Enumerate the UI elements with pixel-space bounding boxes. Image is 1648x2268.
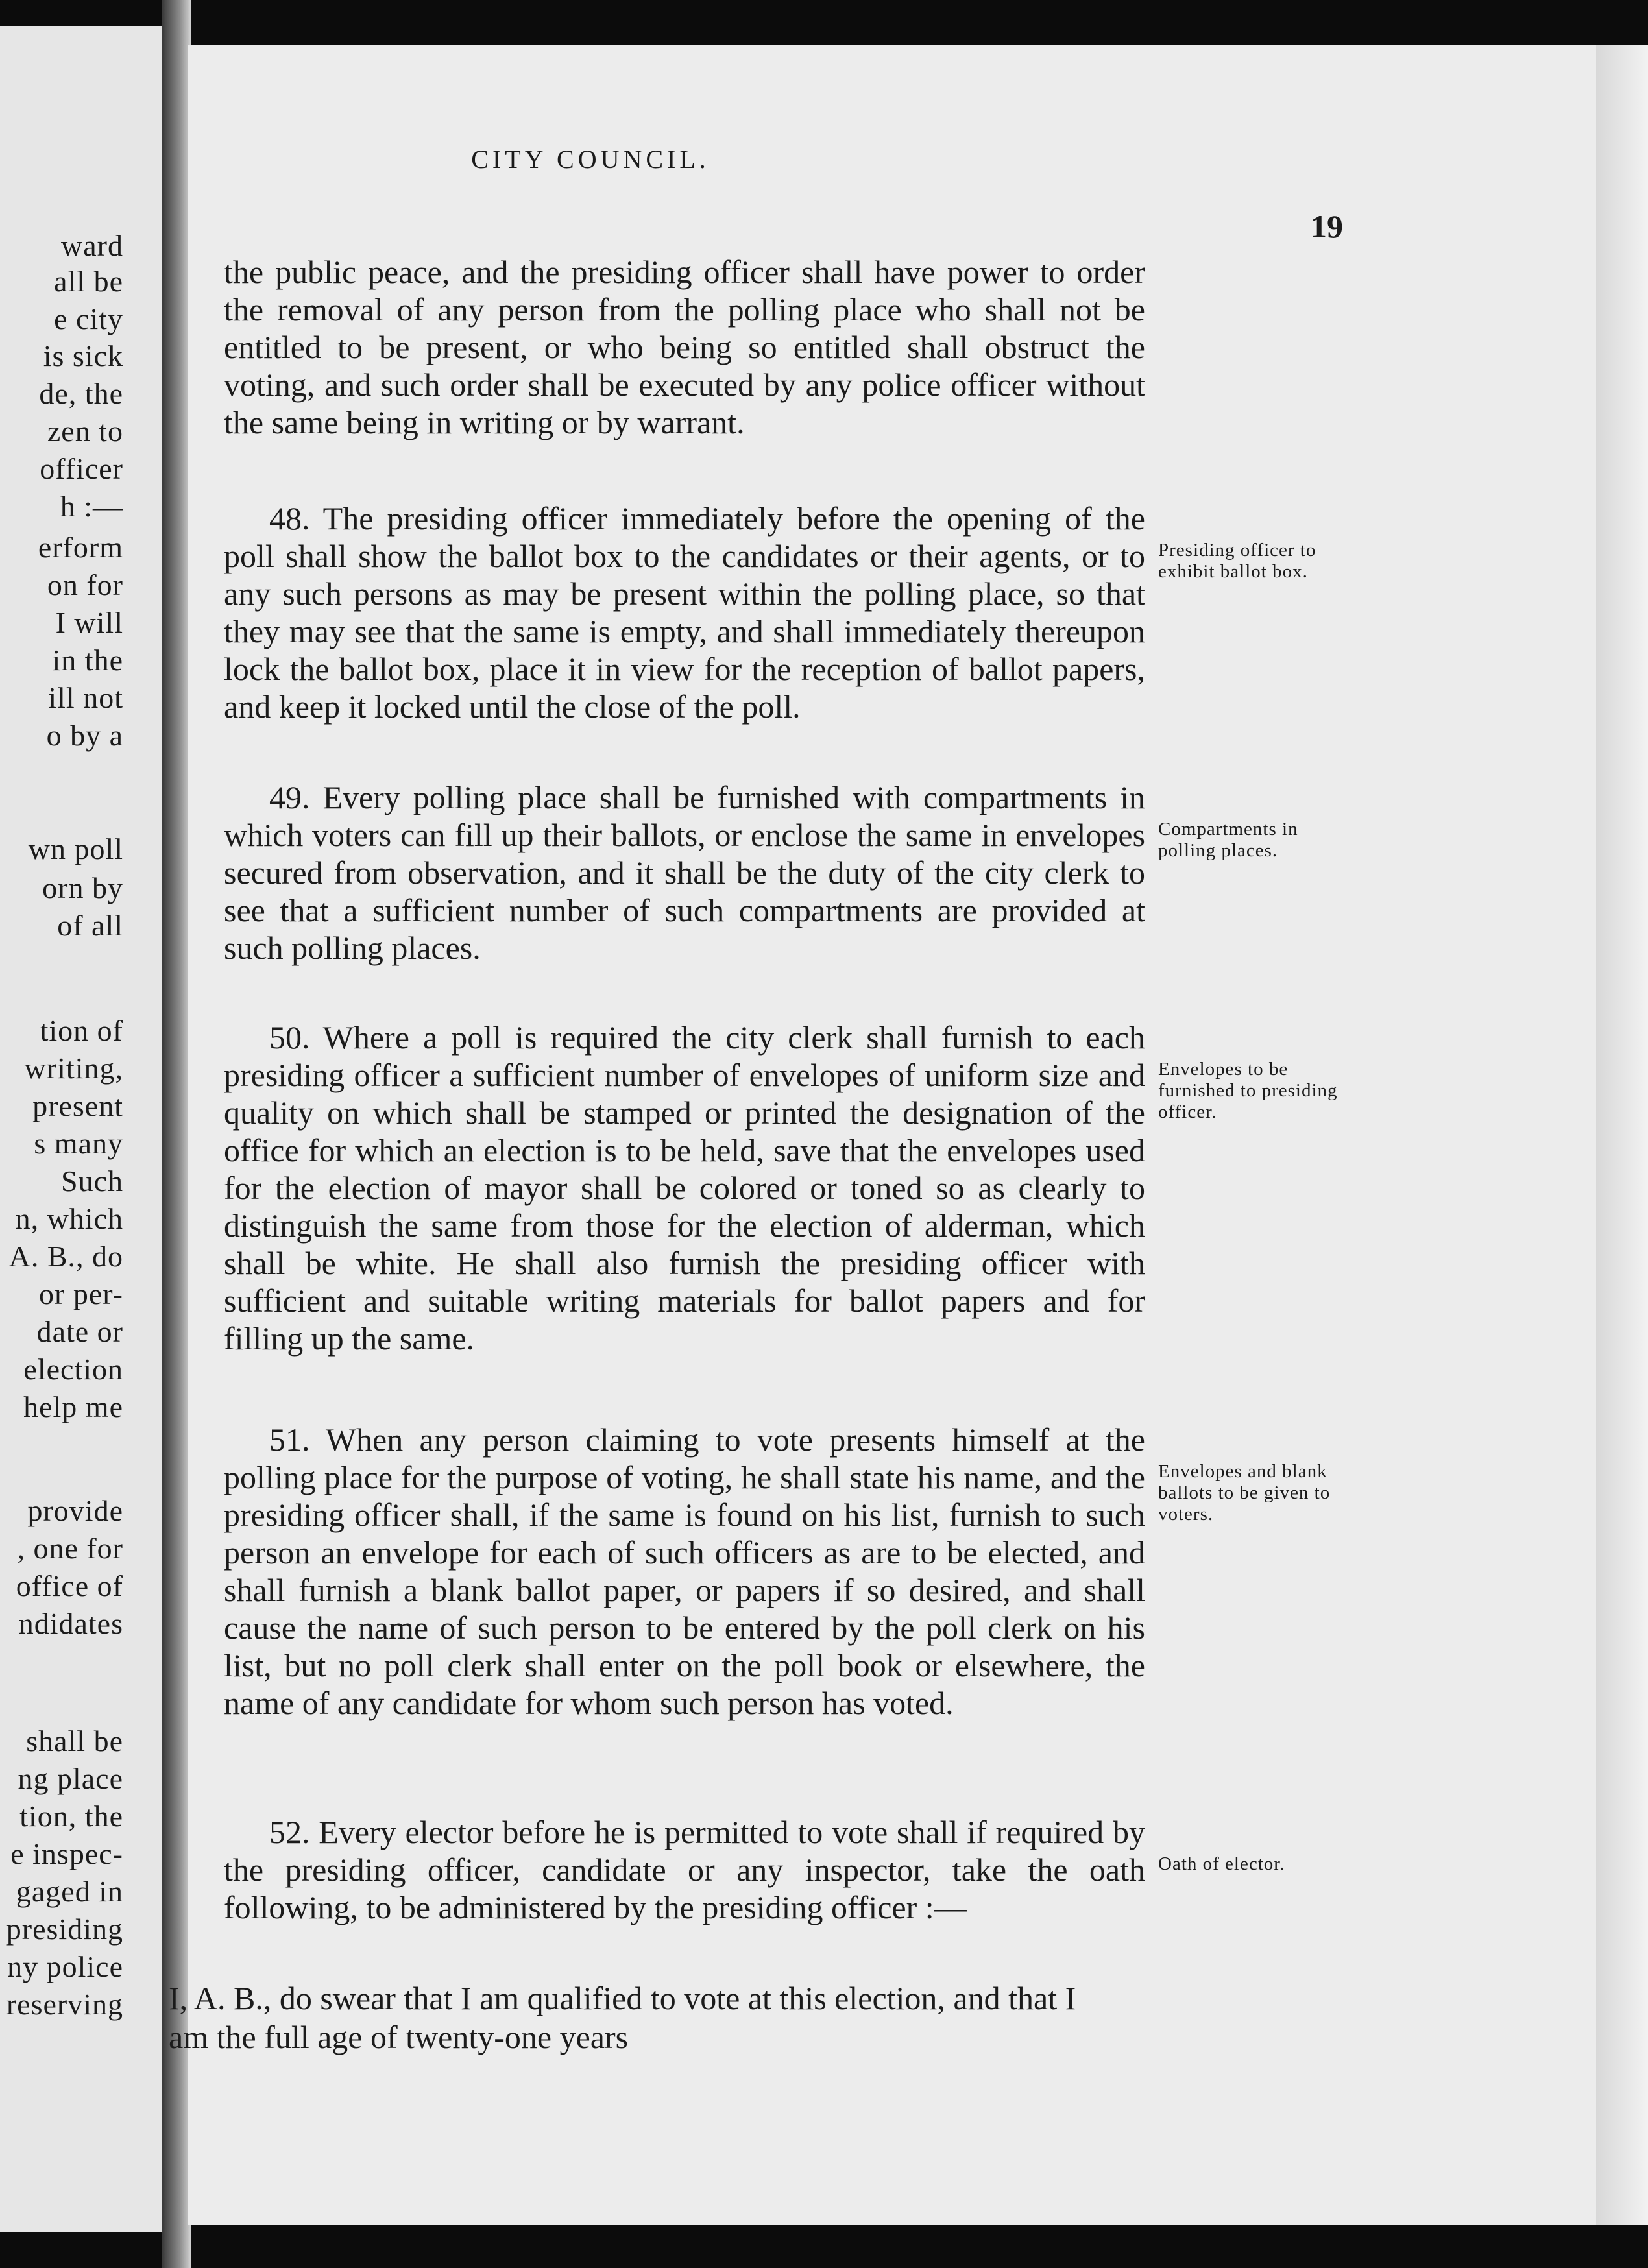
paragraph-continued: the public peace, and the presiding officer shall have power to order the removal of any person from the polling place who shall not be entitled to be present, or who being so entitled shall obstruct the voting, and such order shall be executed by any police officer without the same being in writing or by warrant. [224,254,1145,440]
facing-page-line: date or [36,1315,123,1348]
section-50-text: 50. Where a poll is required the city clerk shall furnish to each presiding officer a sufficient number of envelopes of uniform size and quality on which shall be stamped or printed the designation of the office for which an election is to be held, save that the envelopes used for the election of mayor shall be colored or toned so as clearly to distinguish the same from those for the election of alderman, which shall be white. He shall also furnish the presiding officer with sufficient and suitable writing materials for ballot papers and for filling up the same. [224,1019,1145,1357]
facing-page-line: provide [27,1494,123,1527]
section-51 [224,1421,1145,1722]
facing-page-line: reserving [6,1988,123,2021]
section-48 [224,500,1145,725]
facing-page-line: , one for [17,1532,123,1565]
facing-page-line: election [23,1353,123,1386]
facing-page-line: orn by [42,871,123,904]
facing-page-line: tion, the [19,1800,123,1833]
facing-page-line: present [32,1089,123,1122]
running-head: CITY COUNCIL. [471,145,710,174]
facing-page-line: e inspec- [10,1837,123,1870]
section-51-text: 51. When any person claiming to vote presents himself at the polling place for the purpose of voting, he shall state his name, and the presiding officer shall, if the same is found on his list, furnish to such person an envelope for each of such officers as are to be elected, and shall furnish a blank ballot paper, or papers if so desired, and shall cause the name of such person to be entered by the poll clerk on his list, but no poll clerk shall enter on the poll book or elsewhere, the name of any candidate for whom such person has voted. [224,1421,1145,1721]
oath-text-content: I, A. B., do swear that I am qualified to vote at this election, and that I am the full age of twenty-one years [169,1980,1076,2055]
sidenote-50: Envelopes to be furnished to presiding officer. [1158,1059,1338,1122]
facing-page-line: zen to [47,415,123,448]
facing-page-line: in the [52,644,123,677]
facing-page-line: tion of [40,1014,123,1047]
facing-page-line: ng place [18,1762,123,1795]
facing-page-line: A. B., do [8,1240,123,1273]
facing-page-line: s many [34,1127,123,1160]
facing-page [0,26,167,2232]
book-gutter [162,0,191,2268]
facing-page-line: n, which [15,1202,123,1235]
facing-page-line: wn poll [28,832,123,865]
facing-page-line: of all [57,909,123,942]
sidenote-52: Oath of elector. [1158,1853,1285,1874]
facing-page-line: h :— [60,490,123,523]
sidenote-49: Compartments in polling places. [1158,819,1298,861]
section-49-text: 49. Every polling place shall be furnished with compartments in which voters can fill up their ballots, or enclose the same in envelopes secured from observation, and it shall be the duty of the city clerk to see that a sufficient number of such compartments are provided at such polling places. [224,779,1145,966]
section-48-text: 48. The presiding officer immediately before the opening of the poll shall show the ballot box to the candidates or their agents, or to any such persons as may be present within the polling place, so that they may see that the same is empty, and shall immediately thereupon lock the ballot box, place it in view for the reception of ballot papers, and keep it locked until the close of the poll. [224,500,1145,725]
section-52 [224,1813,1145,1926]
facing-page-line: all be [54,265,123,298]
page-edge [1596,45,1648,2225]
sidenote-48: Presiding officer to exhibit ballot box. [1158,540,1316,582]
facing-page-line: o by a [46,719,123,752]
facing-page-line: gaged in [16,1875,123,1908]
section-52-text: 52. Every elector before he is permitted to vote shall if required by the presiding officer, candidate or any inspector, take the oath following, to be administered by the presiding officer :— [224,1814,1145,1925]
facing-page-line: I will [55,606,123,639]
facing-page-line: Such [61,1164,123,1198]
facing-page-line: officer [40,452,123,485]
facing-page-line: writing, [24,1052,123,1085]
facing-page-line: ward [61,229,123,262]
facing-page-line: is sick [43,339,123,372]
section-49 [224,778,1145,967]
sidenote-51: Envelopes and blank ballots to be given to voters. [1158,1461,1331,1525]
facing-page-line: ndidates [18,1607,123,1640]
facing-page-line: shall be [26,1724,123,1757]
facing-page-line: on for [47,568,123,601]
facing-page-line: ny police [7,1950,123,1983]
facing-page-line: or per- [39,1277,123,1310]
facing-page-line: erform [38,531,123,564]
facing-page-line: help me [23,1390,123,1423]
facing-page-line: presiding [6,1912,123,1946]
facing-page-line: office of [16,1569,123,1602]
facing-page-line: ill not [48,681,123,714]
facing-page-line: e city [54,302,123,335]
oath-text [169,1979,1090,2057]
facing-page-line: de, the [39,377,123,410]
page-number: 19 [1311,208,1343,245]
section-50 [224,1019,1145,1357]
